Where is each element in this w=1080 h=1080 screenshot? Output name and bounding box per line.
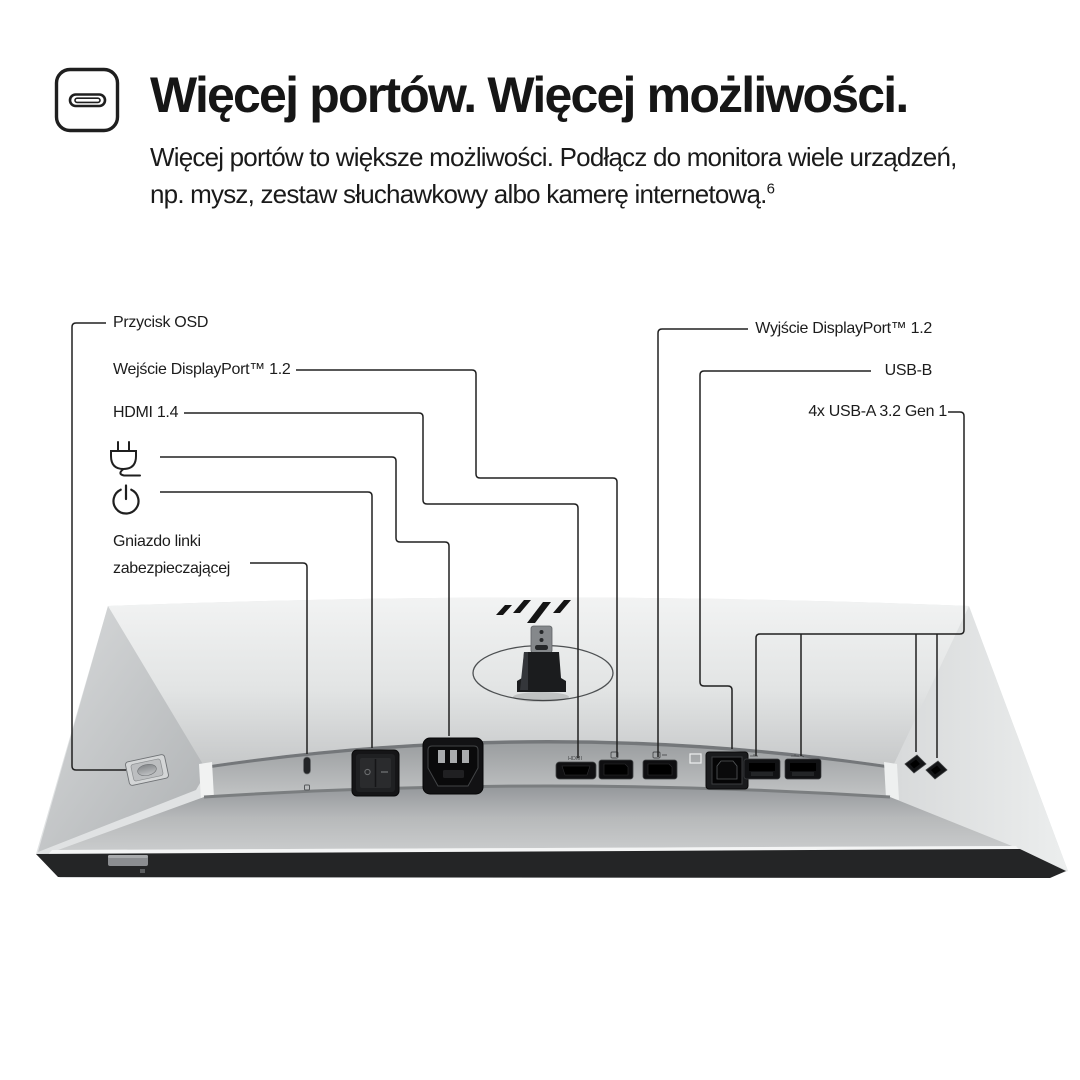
label-usb-b: USB-B <box>884 362 932 379</box>
svg-text:HDMI: HDMI <box>567 756 583 762</box>
stand-shadow <box>513 692 569 702</box>
label-gniazdo-linki: Gniazdo linki zabezpieczającej <box>113 533 231 577</box>
label-hdmi: HDMI 1.4 <box>113 404 179 421</box>
bezel-mini-icon <box>140 869 145 873</box>
ac-power-inlet <box>423 738 483 794</box>
usb-b-port <box>706 752 748 789</box>
power-switch <box>352 750 399 796</box>
bracket-screw-2 <box>540 638 544 642</box>
footnote-marker: 6 <box>766 180 775 198</box>
page-title: Więcej portów. Więcej możliwości. <box>150 67 908 123</box>
recess-left-notch <box>199 762 214 800</box>
label-wyjscie-displayport: Wyjście DisplayPort™ 1.2 <box>755 320 932 337</box>
bracket-slot <box>535 645 548 650</box>
subtitle-line-1: Więcej portów to większe możliwości. Podłącz do monitora wiele urządzeń, <box>150 142 957 172</box>
label-usb-a: 4x USB-A 3.2 Gen 1 <box>808 403 947 420</box>
bezel-connector-highlight <box>108 855 148 858</box>
power-plug-icon <box>111 442 140 476</box>
label-wejscie-displayport: Wejście DisplayPort™ 1.2 <box>113 361 291 378</box>
bracket-screw-1 <box>540 630 544 634</box>
recess-right-notch <box>884 762 899 800</box>
front-bezel-strip <box>36 849 1066 878</box>
label-przycisk-osd: Przycisk OSD <box>113 314 209 331</box>
security-lock-slot <box>304 757 311 790</box>
power-symbol-icon <box>114 486 139 514</box>
subtitle-line-2: np. mysz, zestaw słuchawkowy albo kamerę internetową.$^6$ <box>150 179 775 209</box>
